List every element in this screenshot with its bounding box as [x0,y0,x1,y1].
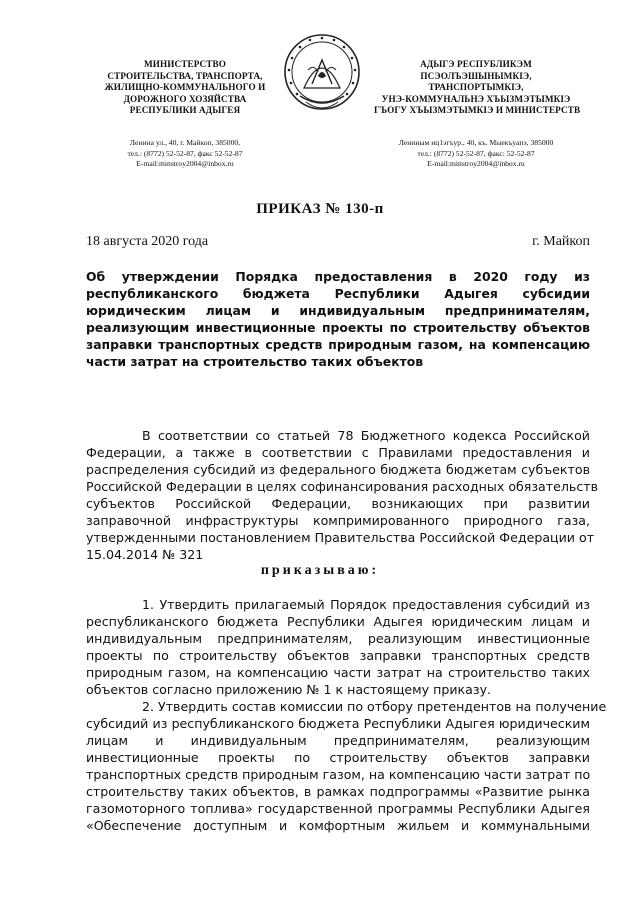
text-line: объектов согласно приложению № 1 к настоящему приказу. [86,682,492,697]
subject-line: части затрат на строительство таких объектов [86,354,424,369]
text-line: республиканского бюджета Республики Адыгея юридическим лицам и [86,614,590,629]
org-line: ЖИЛИЩНО-КОММУНАЛЬНОГО И [104,82,266,92]
subject-line: реализующим инвестиционные проекты по строительству объектов [86,320,590,335]
contacts-russian [90,138,280,170]
text-line: «Обеспечение доступным и комфортным жильем и коммунальными [86,818,590,833]
phone-line: тел.: (8772) 52-52-87, факс: 52-52-87 [417,148,535,158]
item-2-paragraph [86,698,607,834]
org-line: АДЫГЭ РЕСПУБЛИКЭМ [420,59,532,69]
text-line: утвержденными постановлением Правительства Российской Федерации от [86,530,595,545]
text-line: Российской Федерации в целях софинансирования расходных обязательств [86,479,599,494]
text-line: инвестиционные проекты по строительству объектов заправки [86,750,590,765]
org-line: ТРАНСПОРТЫМКІЭ, [428,82,524,92]
org-line: РЕСПУБЛИКИ АДЫГЕЯ [129,105,241,115]
order-title: ПРИКАЗ № 130-п [256,201,384,217]
text-line: 15.04.2014 № 321 [86,547,204,562]
subject-line: юридическим лицам и индивидуальным предпринимателям, [86,303,590,318]
text-line: В соответствии со статьей 78 Бюджетного кодекса Российской [142,428,590,443]
org-line: УНЭ-КОММУНАЛЬНЭ ХЪЫЗМЭТЫМКІЭ [381,93,571,104]
text-line: индивидуальным предпринимателям, реализующим инвестиционные [86,631,590,646]
subject-line: Об утверждении Порядка предоставления в 2020 году из [86,269,590,284]
order-date: 18 августа 2020 года [86,234,209,249]
org-line: ПСЭОЛЪЭШЫНЫМКІЭ, [420,70,532,81]
text-line: газомоторного топлива» государственной программы Республики Адыгея [86,801,590,816]
email-line: E-mail:minstroy2004@inbox.ru [136,159,234,168]
contacts-adyghe [374,138,578,170]
org-line: ДОРОЖНОГО ХОЗЯЙСТВА [123,93,247,104]
address-line: Ленина ул., 40, г. Майкоп, 385000, [129,138,241,147]
text-line: распределения субсидий из федерального бюджета бюджетам субъектов [86,462,590,477]
ministry-name-adyghe [374,59,581,117]
text-line: субъектов Российской Федерации, возникающих при развитии [86,496,590,511]
preamble-paragraph [86,427,599,563]
order-city: г. Майкоп [532,234,590,249]
text-line: проекты по строительству объектов заправки транспортных средств [86,648,590,663]
subject-line: республиканского бюджета Республики Адыгея субсидии [86,286,590,301]
order-subject [86,268,590,370]
text-line: субсидий из республиканского бюджета Республики Адыгея юридическим [86,716,590,731]
item-1-paragraph [86,596,590,698]
org-line: СТРОИТЕЛЬСТВА, ТРАНСПОРТА, [107,70,263,81]
org-line: ГЪОГУ ХЪЫЗМЭТЫМКІЭ И МИНИСТЕРСТВ [374,105,581,115]
coat-of-arms-emblem [282,30,362,122]
text-line: природным газом, на компенсацию части затрат на строительство таких [86,665,590,680]
text-line: строительству таких объектов, в рамках подпрограммы «Развитие рынка [86,784,590,799]
phone-line: тел.: (8772) 52-52-87, факс 52-52-87 [127,148,243,158]
ministry-name-russian [90,59,280,117]
order-keyword: приказываю: [260,563,380,578]
org-line: МИНИСТЕРСТВО [144,59,226,69]
text-line: 2. Утвердить состав комиссии по отбору претендентов на получение [142,699,607,714]
address-line: Лениным иц1эгъур., 40, къ. Мыекъуапэ, 385000 [398,138,554,147]
text-line: транспортных средств природным газом, на компенсацию части затрат по [86,767,591,782]
text-line: Федерации, а также в соответствии с Правилами предоставления и [86,445,590,460]
email-line: E-mail:minstroy2004@inbox.ru [427,159,525,168]
text-line: 1. Утвердить прилагаемый Порядок предоставления субсидий из [142,597,590,612]
text-line: лицам и индивидуальным предпринимателям, реализующим [86,733,590,748]
subject-line: заправки транспортных средств природным газом, на компенсацию [86,337,590,352]
text-line: заправочной инфраструктуры компримированного природного газа, [86,513,590,528]
